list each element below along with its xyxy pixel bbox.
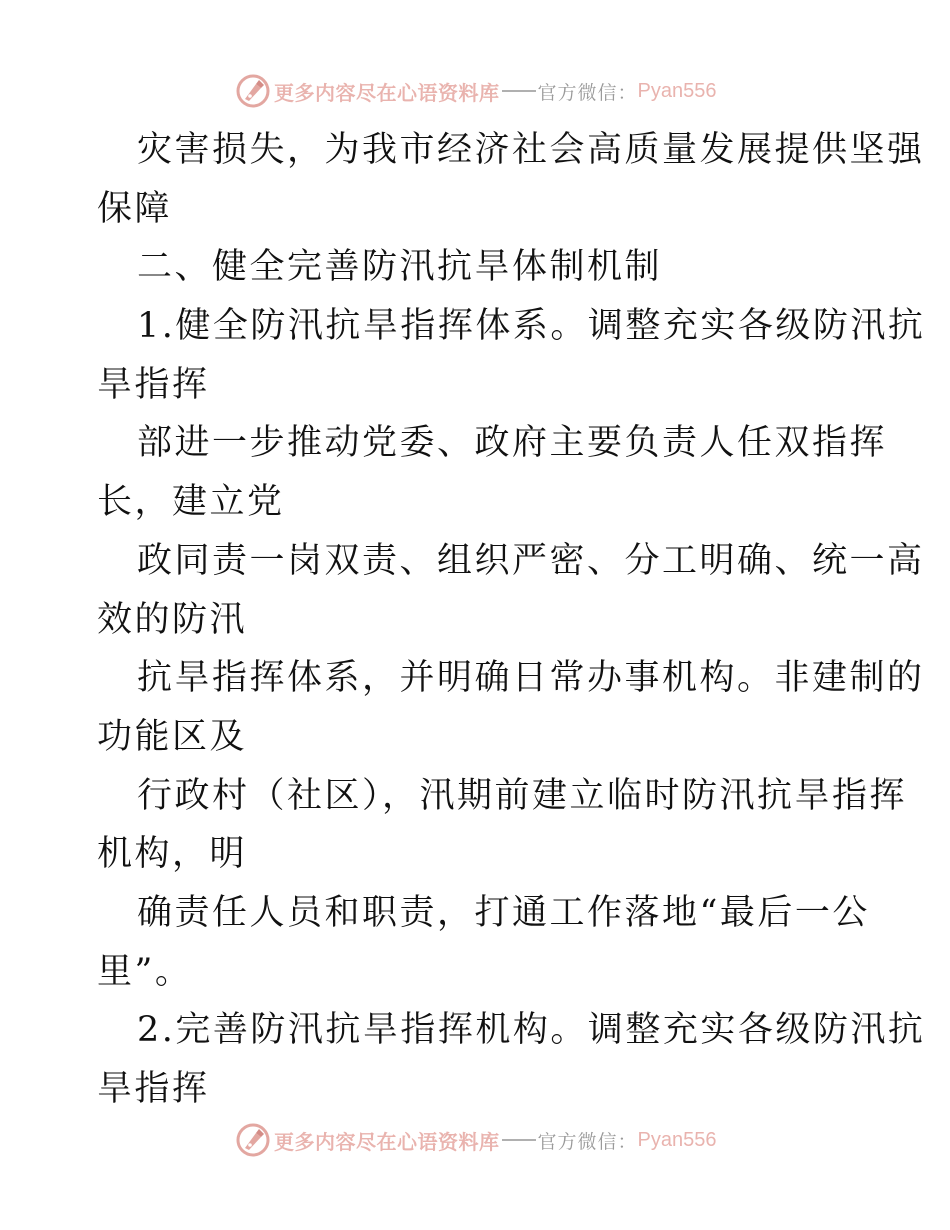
body-line: 保障 <box>97 188 173 229</box>
body-line: 部进一步推动党委、政府主要负责人任双指挥 <box>137 423 888 464</box>
body-line: 长，建立党 <box>97 482 285 523</box>
body-line: 功能区及 <box>97 716 248 757</box>
footer-watermark <box>236 1123 716 1157</box>
body-line: 行政村（社区），汛期前建立临时防汛抗旱指挥 <box>137 775 908 816</box>
body-line: 里”。 <box>97 951 193 992</box>
body-line: 抗旱指挥体系，并明确日常办事机构。非建制的 <box>137 658 925 699</box>
body-line: 确责任人员和职责，打通工作落地“最后一公 <box>137 892 870 933</box>
document-body <box>97 121 926 1119</box>
pen-nib-logo-icon <box>236 74 270 108</box>
body-line: 效的防汛 <box>97 599 248 640</box>
watermark-subtitle: 官方微信： <box>537 1130 638 1153</box>
watermark-dash <box>502 1139 536 1141</box>
pen-nib-logo-icon <box>236 1123 270 1157</box>
watermark-subtitle: 官方微信： <box>537 81 638 104</box>
watermark-text: 更多内容尽在心语资料库 <box>274 1129 500 1154</box>
body-line: 1.健全防汛抗旱指挥体系。调整充实各级防汛抗 <box>137 306 926 347</box>
body-line: 政同责一岗双责、组织严密、分工明确、统一高 <box>137 540 925 581</box>
body-line: 旱指挥 <box>97 364 210 405</box>
body-line: 灾害损失，为我市经济社会高质量发展提供坚强 <box>137 130 925 170</box>
watermark-wechat-id: Pyan556 <box>637 1128 717 1151</box>
watermark-wechat-id: Pyan556 <box>637 79 717 102</box>
header-watermark <box>236 74 716 108</box>
body-line: 2.完善防汛抗旱指挥机构。调整充实各级防汛抗 <box>137 1010 926 1051</box>
watermark-dash <box>502 90 536 92</box>
watermark-text: 更多内容尽在心语资料库 <box>274 80 500 105</box>
section-heading: 二、健全完善防汛抗旱体制机制 <box>137 247 663 288</box>
body-line: 机构，明 <box>97 834 248 875</box>
body-line: 旱指挥 <box>97 1069 210 1109</box>
